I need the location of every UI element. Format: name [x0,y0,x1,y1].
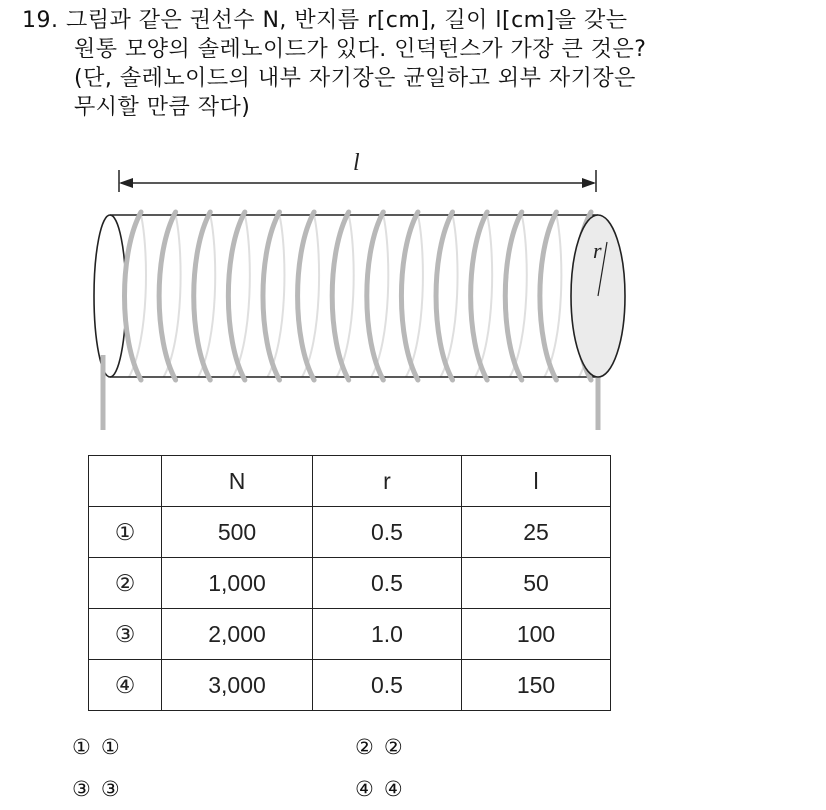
options-table [88,455,611,711]
dimension-left-arrow [119,178,133,188]
cell-l: 100 [462,609,611,660]
header-cell-n: N [162,456,313,507]
row-marker: ③ [89,609,162,660]
dimension-right-arrow [582,178,596,188]
length-label: l [353,150,360,176]
answer-choice-1[interactable] [72,735,120,759]
cell-n: 3,000 [162,660,313,711]
answer-choice-2[interactable] [355,735,403,759]
cell-l: 150 [462,660,611,711]
row-marker: ④ [89,660,162,711]
solenoid-diagram [85,140,645,440]
choice-marker: ③ [72,777,91,801]
choice-marker: ① [72,735,91,759]
question-line-4: 무시할 만큼 작다) [74,95,251,120]
header-cell-r: r [313,456,462,507]
table-row [89,507,611,558]
question-line-2: 원통 모양의 솔레노이드가 있다. 인덕턴스가 가장 큰 것은? [74,37,647,62]
cell-r: 0.5 [313,660,462,711]
cell-r: 1.0 [313,609,462,660]
choice-text: ③ [100,777,120,801]
cell-r: 0.5 [313,558,462,609]
choice-text: ① [100,735,120,759]
table-row [89,558,611,609]
answer-choice-3[interactable] [72,777,120,801]
cell-l: 25 [462,507,611,558]
cell-n: 1,000 [162,558,313,609]
cell-n: 500 [162,507,313,558]
cell-r: 0.5 [313,507,462,558]
row-marker: ① [89,507,162,558]
answer-choice-4[interactable] [355,777,403,801]
cell-l: 50 [462,558,611,609]
cell-n: 2,000 [162,609,313,660]
table-row [89,609,611,660]
table-header-row [89,456,611,507]
cylinder-left-end [94,215,126,377]
question-line-3: (단, 솔레노이드의 내부 자기장은 균일하고 외부 자기장은 [74,66,636,91]
row-marker: ② [89,558,162,609]
header-cell-l: l [462,456,611,507]
choice-text: ④ [383,777,403,801]
choice-text: ② [383,735,403,759]
radius-label: r [593,238,602,263]
table-row [89,660,611,711]
choice-marker: ④ [355,777,374,801]
question-text [22,6,812,122]
choice-marker: ② [355,735,374,759]
solenoid-figure [85,140,645,440]
question-line-1: 19. 그림과 같은 권선수 N, 반지름 r[cm], 길이 l[cm]을 갖는 [22,8,628,33]
header-cell-blank [89,456,162,507]
